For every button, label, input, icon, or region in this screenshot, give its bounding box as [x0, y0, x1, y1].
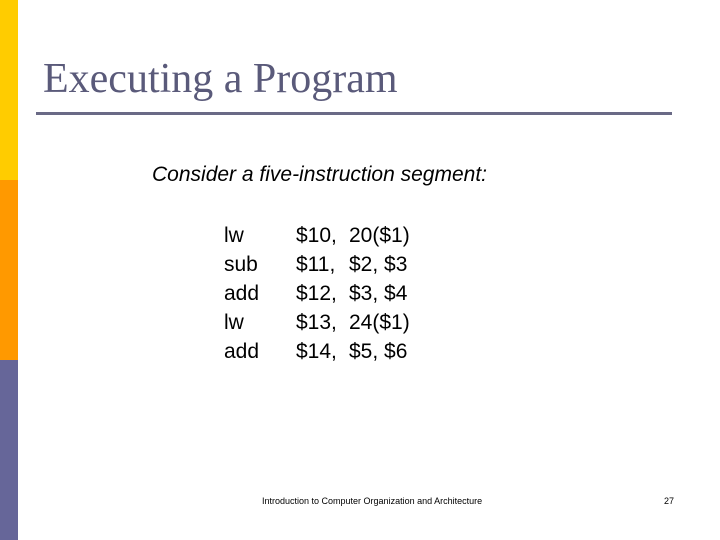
instruction-row	[224, 221, 410, 250]
instruction-opcode: lw	[224, 311, 244, 334]
instruction-operands: 20($1)	[349, 224, 410, 247]
instruction-opcode: lw	[224, 224, 244, 247]
instruction-listing	[224, 221, 410, 366]
instruction-row	[224, 250, 410, 279]
instruction-operands: $3, $4	[349, 282, 408, 305]
footer-course-title: Introduction to Computer Organization and Architecture	[262, 496, 483, 506]
instruction-row	[224, 308, 410, 337]
slide-title: Executing a Program	[43, 56, 398, 102]
accent-bar-purple	[0, 360, 18, 540]
instruction-operands: 24($1)	[349, 311, 410, 334]
instruction-destination: $11,	[296, 253, 336, 276]
instruction-destination: $10,	[296, 224, 337, 247]
instruction-operands: $2, $3	[349, 253, 408, 276]
instruction-destination: $12,	[296, 282, 337, 305]
accent-bar-orange	[0, 180, 18, 360]
page-number: 27	[664, 496, 675, 506]
accent-bar-yellow	[0, 0, 18, 180]
instruction-operands: $5, $6	[349, 340, 408, 363]
instruction-destination: $14,	[296, 340, 337, 363]
instruction-opcode: sub	[224, 253, 258, 276]
intro-text: Consider a five-instruction segment:	[152, 163, 487, 186]
instruction-opcode: add	[224, 282, 260, 305]
title-underline	[36, 112, 672, 115]
instruction-destination: $13,	[296, 311, 337, 334]
instruction-opcode: add	[224, 340, 260, 363]
instruction-row	[224, 279, 410, 308]
instruction-row	[224, 337, 410, 366]
